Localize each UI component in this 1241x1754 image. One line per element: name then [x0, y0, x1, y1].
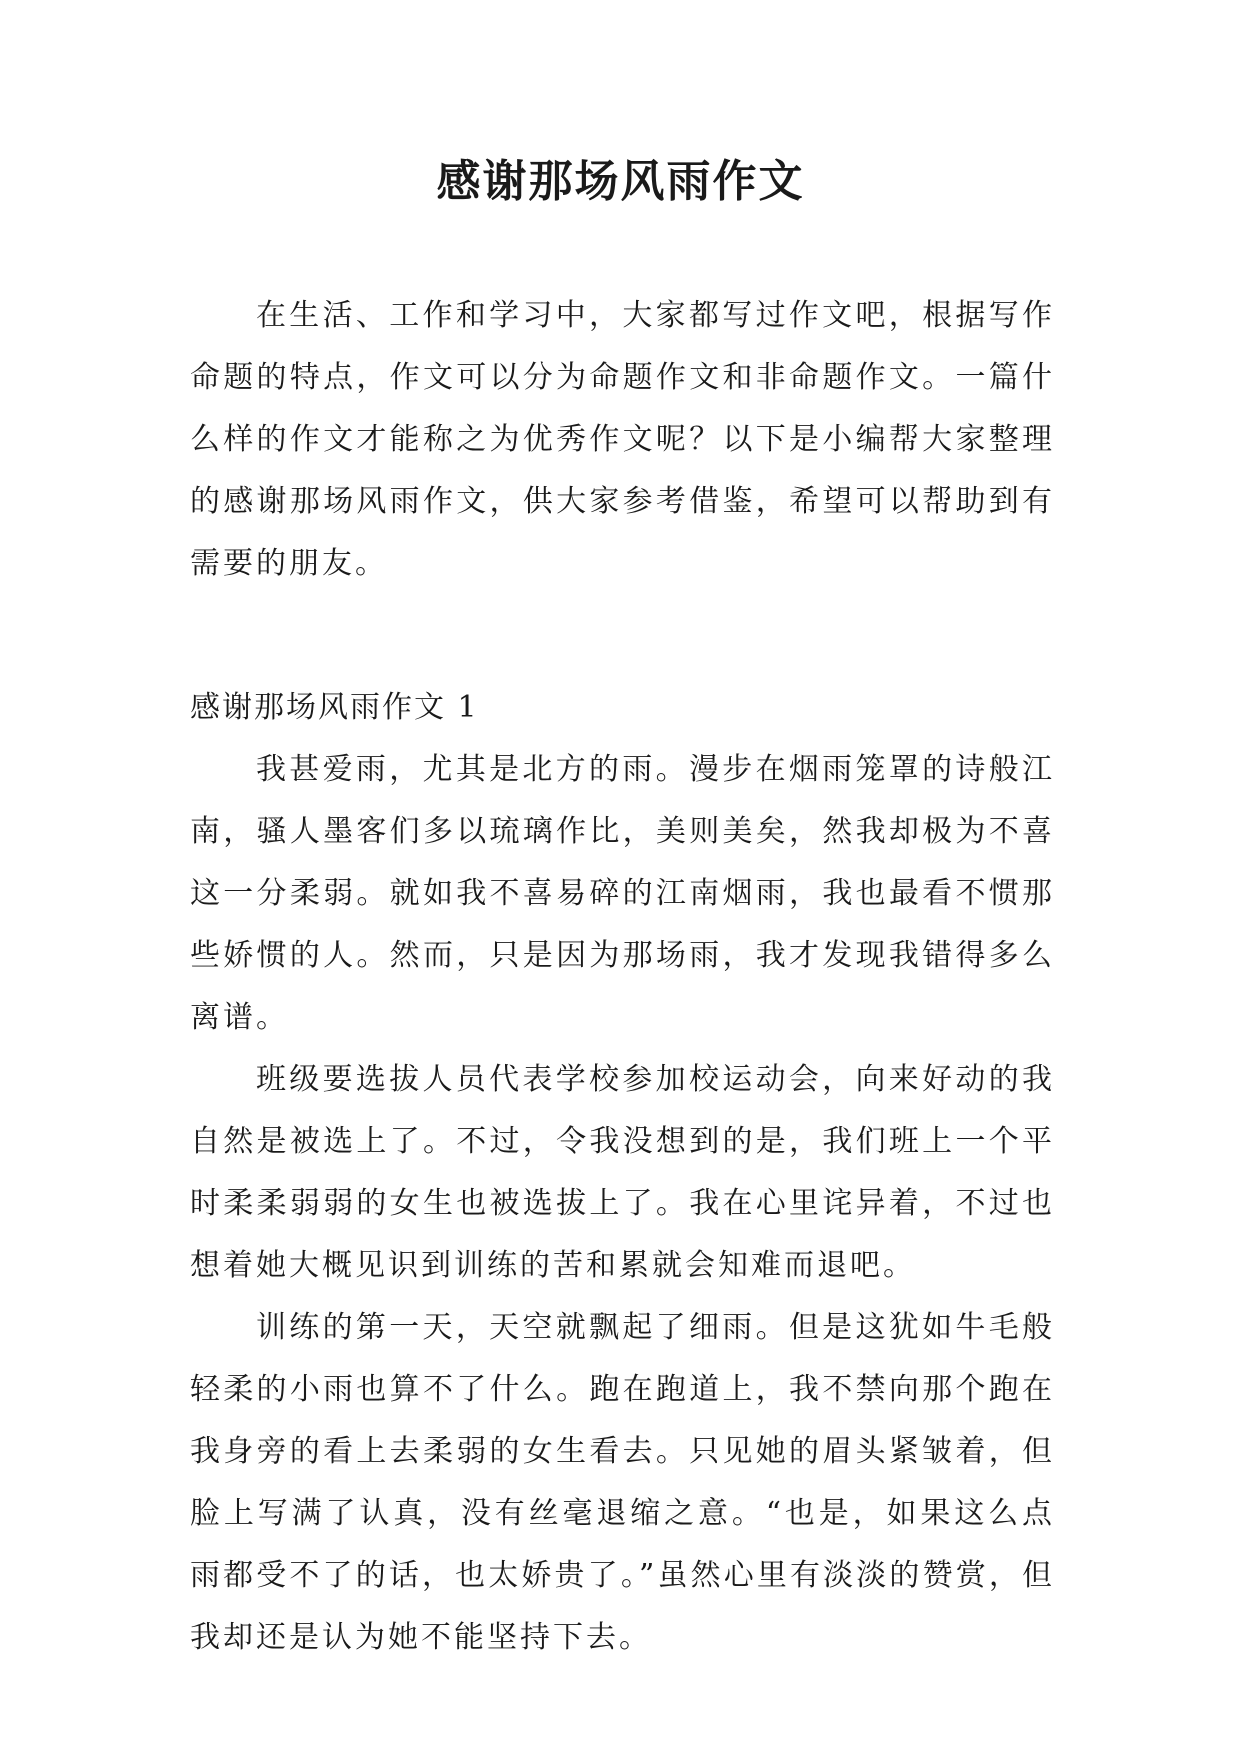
section-spacer: [190, 595, 1055, 677]
body-paragraph-3: 训练的第一天，天空就飘起了细雨。但是这犹如牛毛般轻柔的小雨也算不了什么。跑在跑道上，我不禁向那个跑在我身旁的看上去柔弱的女生看去。只见她的眉头紧皱着，但脸上写满了认真，没有丝毫退缩之意。“也是，如果这么点雨都受不了的话，也太娇贵了。”虽然心里有淡淡的赞赏，但我却还是认为她不能坚持下去。: [190, 1310, 1055, 1655]
document-body: [190, 285, 1055, 1669]
intro-paragraph: 在生活、工作和学习中，大家都写过作文吧，根据写作命题的特点，作文可以分为命题作文和非命题作文。一篇什么样的作文才能称之为优秀作文呢？以下是小编帮大家整理的感谢那场风雨作文，供大家参考借鉴，希望可以帮助到有需要的朋友。: [190, 298, 1055, 581]
body-paragraph-1: 我甚爱雨，尤其是北方的雨。漫步在烟雨笼罩的诗般江南，骚人墨客们多以琉璃作比，美则美矣，然我却极为不喜这一分柔弱。就如我不喜易碎的江南烟雨，我也最看不惯那些娇惯的人。然而，只是因为那场雨，我才发现我错得多么离谱。: [190, 752, 1055, 1035]
page-title: 感谢那场风雨作文: [436, 156, 805, 207]
section-heading: 感谢那场风雨作文 1: [190, 690, 479, 725]
body-paragraph-2: 班级要选拔人员代表学校参加校运动会，向来好动的我自然是被选上了。不过，令我没想到的是，我们班上一个平时柔柔弱弱的女生也被选拔上了。我在心里诧异着，不过也想着她大概见识到训练的苦和累就会知难而退吧。: [190, 1062, 1055, 1283]
